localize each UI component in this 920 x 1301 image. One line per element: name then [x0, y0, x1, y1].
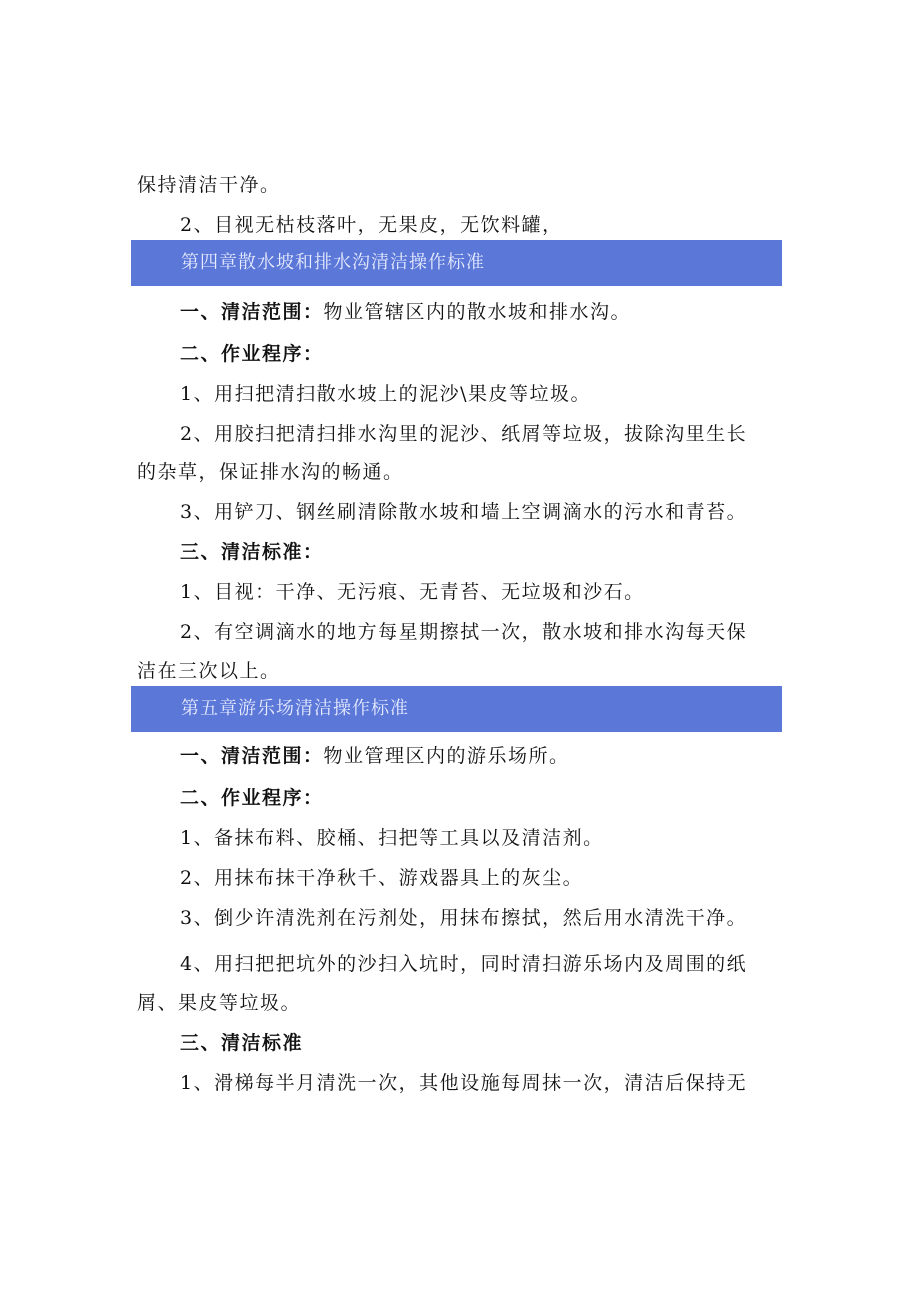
section-label: 二、作业程序： — [180, 787, 324, 809]
section-label: 三、清洁标准 — [180, 1032, 304, 1054]
paragraph-line: 4、用扫把把坑外的沙扫入坑时，同时清扫游乐场内及周围的纸 — [180, 953, 748, 975]
chapter-heading-bar — [131, 686, 782, 732]
paragraph-line: 屑、果皮等垃圾。 — [137, 992, 302, 1014]
section-text: 物业管辖区内的散水坡和排水沟。 — [323, 301, 632, 323]
chapter-heading-bar — [131, 240, 782, 286]
paragraph-line: 3、用铲刀、钢丝刷清除散水坡和墙上空调滴水的污水和青苔。 — [180, 501, 748, 523]
section-label: 一、清洁范围： — [180, 301, 324, 323]
paragraph-line: 2、有空调滴水的地方每星期擦拭一次，散水坡和排水沟每天保 — [180, 621, 748, 643]
paragraph-line: 洁在三次以上。 — [137, 660, 281, 682]
paragraph-line: 1、用扫把清扫散水坡上的泥沙\果皮等垃圾。 — [180, 383, 591, 405]
paragraph-line: 1、备抹布料、胶桶、扫把等工具以及清洁剂。 — [180, 827, 604, 849]
chapter-heading: 第四章散水坡和排水沟清洁操作标准 — [181, 252, 485, 273]
section-label: 三、清洁标准： — [180, 541, 324, 563]
section-scope — [180, 744, 570, 768]
paragraph-line: 的杂草，保证排水沟的畅通。 — [137, 461, 404, 483]
paragraph-line: 3、倒少许清洗剂在污剂处，用抹布擦拭，然后用水清洗干净。 — [180, 907, 748, 929]
section-label: 二、作业程序： — [180, 343, 324, 365]
section-label: 一、清洁范围： — [180, 745, 324, 767]
paragraph-line: 2、目视无枯枝落叶，无果皮，无饮料罐， — [180, 214, 563, 236]
paragraph-line: 2、用抹布抹干净秋千、游戏器具上的灰尘。 — [180, 867, 584, 889]
chapter-heading: 第五章游乐场清洁操作标准 — [181, 698, 409, 719]
section-scope — [180, 300, 631, 324]
paragraph-line: 2、用胶扫把清扫排水沟里的泥沙、纸屑等垃圾，拔除沟里生长 — [180, 423, 748, 445]
paragraph-line: 1、滑梯每半月清洗一次，其他设施每周抹一次，清洁后保持无 — [180, 1072, 748, 1094]
paragraph-line: 保持清洁干净。 — [137, 174, 281, 196]
paragraph-line: 1、目视：干净、无污痕、无青苔、无垃圾和沙石。 — [180, 581, 645, 603]
section-text: 物业管理区内的游乐场所。 — [323, 745, 570, 767]
